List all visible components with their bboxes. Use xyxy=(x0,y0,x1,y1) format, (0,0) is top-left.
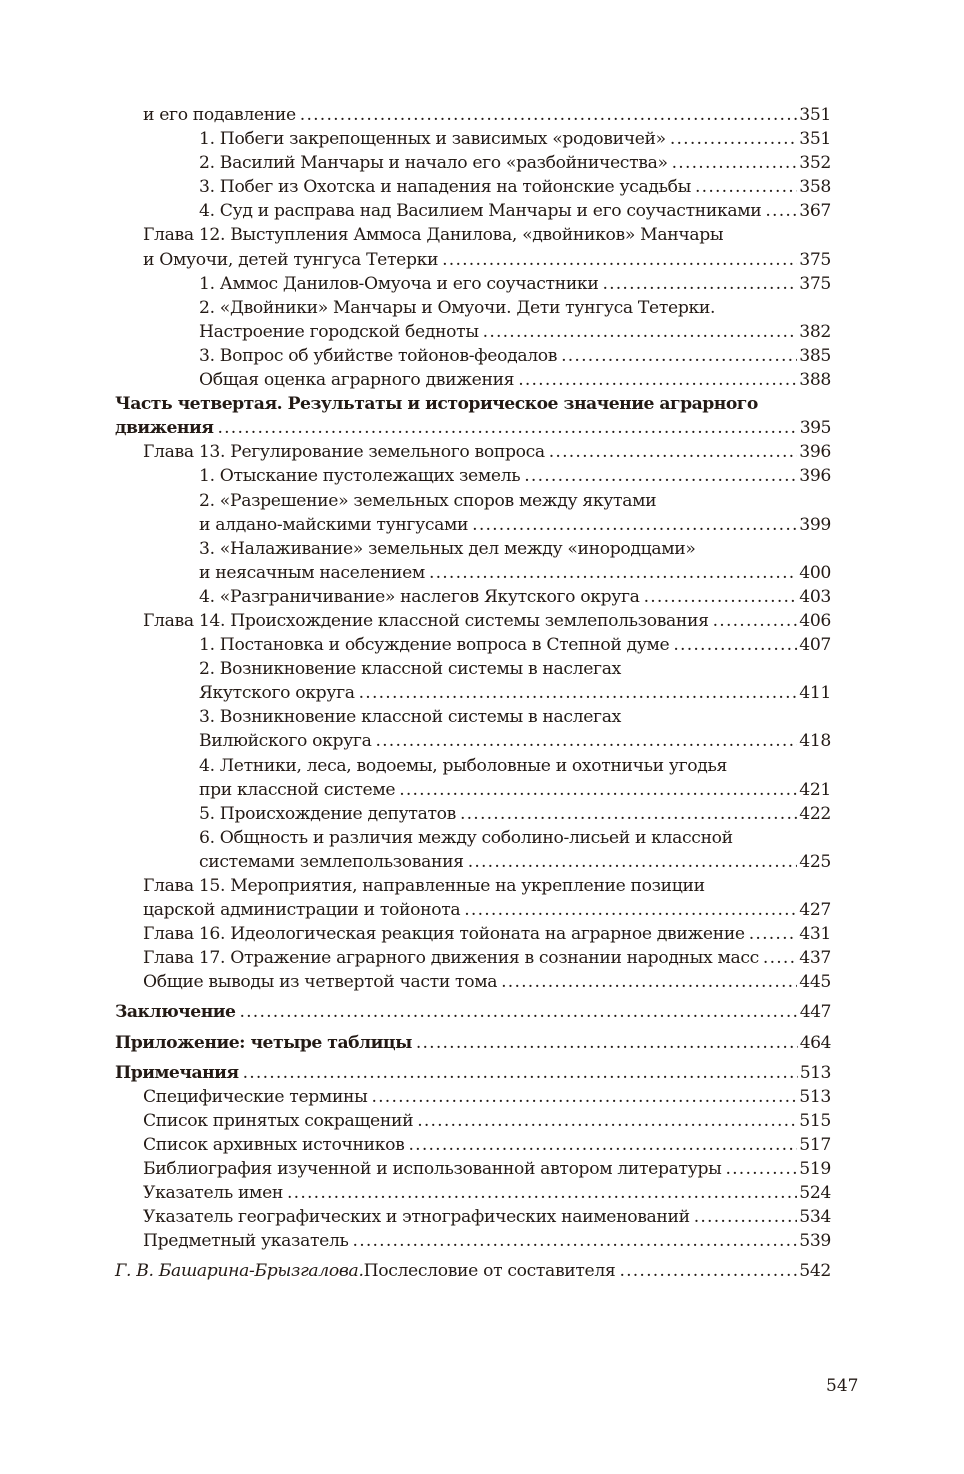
toc-title: 2. «Двойники» Манчары и Омуочи. Дети тунгуса Тетерки. xyxy=(199,297,716,318)
toc-line xyxy=(115,1061,831,1085)
dot-leader xyxy=(417,1109,797,1133)
toc-entry[interactable] xyxy=(143,922,831,946)
toc-line xyxy=(143,1229,831,1253)
toc-title: Настроение городской бедноты xyxy=(199,321,479,342)
toc-entry[interactable] xyxy=(143,1109,831,1133)
dot-leader xyxy=(300,103,797,127)
toc-entry-continuation[interactable] xyxy=(143,248,831,272)
toc-line xyxy=(143,970,831,994)
toc-entry[interactable] xyxy=(199,657,831,681)
dot-leader xyxy=(416,1031,798,1055)
toc-line xyxy=(199,464,831,488)
toc-title: царской администрации и тойонота xyxy=(143,900,461,921)
toc-page-number: 388 xyxy=(799,370,831,391)
toc-line xyxy=(199,633,831,657)
toc-title: 2. Василий Манчары и начало его «разбойничества» xyxy=(199,153,668,174)
toc-title: 4. Летники, леса, водоемы, рыболовные и охотничьи угодья xyxy=(199,755,728,776)
toc-page-number: 351 xyxy=(799,129,831,150)
toc-page-number: 351 xyxy=(799,105,831,125)
toc-line xyxy=(199,296,831,320)
dot-leader xyxy=(353,1229,798,1253)
toc-entry[interactable] xyxy=(199,585,831,609)
toc-line xyxy=(143,1181,831,1205)
toc-title: Глава 16. Идеологическая реакция тойоната на аграрное движение xyxy=(143,924,745,945)
toc-line xyxy=(199,657,831,681)
toc-line xyxy=(143,223,831,247)
dot-leader xyxy=(670,127,797,151)
toc-line xyxy=(199,681,831,705)
toc-entry-continuation[interactable] xyxy=(199,513,831,537)
dot-leader xyxy=(472,513,797,537)
dot-leader xyxy=(375,729,797,753)
toc-entry[interactable] xyxy=(199,151,831,175)
toc-line xyxy=(199,705,831,729)
toc-line xyxy=(199,127,831,151)
toc-page-number: 422 xyxy=(799,803,831,824)
toc-entry[interactable] xyxy=(143,1229,831,1253)
toc-page-number: 418 xyxy=(799,731,831,752)
toc-title: Примечания xyxy=(115,1062,239,1083)
toc-title: Предметный указатель xyxy=(143,1231,349,1252)
toc-title: системами землепользования xyxy=(199,851,464,872)
dot-leader xyxy=(399,778,797,802)
toc-page-number: 407 xyxy=(799,635,831,656)
toc-entry[interactable] xyxy=(143,609,831,633)
toc-line xyxy=(199,151,831,175)
dot-leader xyxy=(409,1133,798,1157)
toc-entry[interactable] xyxy=(199,344,831,368)
toc-entry[interactable] xyxy=(199,368,831,392)
toc-title: 3. Вопрос об убийстве тойонов-феодалов xyxy=(199,345,558,366)
dot-leader xyxy=(644,585,798,609)
toc-page-number: 519 xyxy=(799,1159,831,1180)
toc-entry-continuation[interactable] xyxy=(199,850,831,874)
toc-page-number: 399 xyxy=(799,514,831,535)
toc-page-number: 375 xyxy=(799,273,831,294)
toc-line xyxy=(143,922,831,946)
toc-line xyxy=(199,850,831,874)
page-number: 547 xyxy=(826,1376,859,1396)
toc-line xyxy=(143,1085,831,1109)
toc-line xyxy=(143,440,831,464)
toc-title: Часть четвертая. Результаты и историческое значение аграрного xyxy=(115,394,758,415)
toc-entry[interactable] xyxy=(143,1085,831,1109)
toc-title: и неясачным населением xyxy=(199,562,425,583)
toc-page-number: 367 xyxy=(799,201,831,222)
toc-line xyxy=(199,513,831,537)
toc-page-number: 542 xyxy=(799,1261,831,1282)
toc-entry-continuation[interactable] xyxy=(143,898,831,922)
toc-line xyxy=(115,1031,831,1055)
toc-page-number: 421 xyxy=(799,779,831,800)
dot-leader xyxy=(483,320,798,344)
toc-line xyxy=(199,199,831,223)
toc-title: Библиография изученной и использованной автором литературы xyxy=(143,1159,722,1180)
dot-leader xyxy=(602,272,797,296)
toc-entry-continuation[interactable] xyxy=(199,729,831,753)
dot-leader xyxy=(464,898,797,922)
toc-page-number: 396 xyxy=(799,466,831,487)
toc-entry[interactable] xyxy=(115,1031,831,1055)
toc-page-number: 400 xyxy=(799,562,831,583)
toc-entry-continuation[interactable] xyxy=(199,681,831,705)
toc-entry[interactable] xyxy=(199,175,831,199)
dot-leader xyxy=(371,1085,797,1109)
toc-title: Якутского округа xyxy=(199,683,355,704)
toc-title: Глава 12. Выступления Аммоса Данилова, «двойников» Манчары xyxy=(143,225,724,246)
dot-leader xyxy=(619,1259,797,1283)
toc-title: 2. «Разрешение» земельных споров между якутами xyxy=(199,490,657,511)
toc-entry[interactable] xyxy=(199,127,831,151)
dot-leader xyxy=(243,1061,798,1085)
dot-leader xyxy=(524,464,797,488)
toc-title: 1. Постановка и обсуждение вопроса в Степной думе xyxy=(199,635,670,656)
toc-title: Указатель географических и этнографических наименований xyxy=(143,1207,690,1228)
toc-title: и Омуочи, детей тунгуса Тетерки xyxy=(143,249,439,270)
toc-entry[interactable] xyxy=(199,199,831,223)
toc-page-number: 534 xyxy=(799,1207,831,1228)
toc-entry[interactable] xyxy=(199,754,831,778)
dot-leader xyxy=(239,1000,797,1024)
toc-line xyxy=(199,754,831,778)
toc-entry[interactable] xyxy=(115,1061,831,1085)
toc-line xyxy=(115,416,831,440)
table-of-contents xyxy=(115,103,831,1284)
toc-title: Заключение xyxy=(115,1002,236,1023)
dot-leader xyxy=(549,440,797,464)
dot-leader xyxy=(217,416,797,440)
toc-title: Послесловие от составителя xyxy=(363,1261,616,1282)
toc-title: 1. Отыскание пустолежащих земель xyxy=(199,466,521,487)
toc-title: 6. Общность и различия между соболино-лисьей и классной xyxy=(199,827,733,848)
toc-line xyxy=(199,344,831,368)
toc-entry[interactable] xyxy=(143,1133,831,1157)
toc-line xyxy=(199,320,831,344)
toc-page-number: 375 xyxy=(799,249,831,270)
toc-entry[interactable] xyxy=(199,826,831,850)
toc-page-number: 396 xyxy=(799,442,831,463)
toc-entry-continuation[interactable] xyxy=(115,416,831,440)
toc-line xyxy=(143,609,831,633)
toc-entry[interactable] xyxy=(115,392,831,416)
dot-leader xyxy=(429,561,797,585)
toc-line xyxy=(199,585,831,609)
toc-line xyxy=(199,729,831,753)
toc-page-number: 352 xyxy=(799,153,831,174)
toc-line xyxy=(199,778,831,802)
toc-line xyxy=(199,489,831,513)
toc-title: Вилюйского округа xyxy=(199,731,372,752)
toc-line xyxy=(143,1133,831,1157)
toc-page-number: 524 xyxy=(799,1183,831,1204)
toc-title: Глава 15. Мероприятия, направленные на укрепление позиции xyxy=(143,876,705,896)
toc-title: Глава 13. Регулирование земельного вопроса xyxy=(143,442,545,463)
toc-page-number: 358 xyxy=(799,177,831,198)
toc-title: Общая оценка аграрного движения xyxy=(199,370,515,391)
toc-author: Г. В. Башарина-Брызгалова. xyxy=(115,1261,364,1282)
toc-title: Приложение: четыре таблицы xyxy=(115,1032,412,1053)
toc-title: 1. Аммос Данилов-Омуоча и его соучастники xyxy=(199,273,599,294)
toc-title: Глава 17. Отражение аграрного движения в сознании народных масс xyxy=(143,948,759,969)
toc-line xyxy=(199,175,831,199)
toc-page-number: 382 xyxy=(799,321,831,342)
toc-page-number: 431 xyxy=(799,924,831,945)
toc-title: 3. Возникновение классной системы в наслегах xyxy=(199,707,621,728)
toc-line xyxy=(143,248,831,272)
toc-line xyxy=(199,802,831,826)
dot-leader xyxy=(518,368,797,392)
toc-entry[interactable] xyxy=(199,272,831,296)
toc-line xyxy=(115,392,831,416)
toc-title: Глава 14. Происхождение классной системы землепользования xyxy=(143,610,709,631)
toc-page-number: 539 xyxy=(799,1231,831,1252)
toc-title: 4. Суд и расправа над Василием Манчары и его соучастниками xyxy=(199,201,762,222)
dot-leader xyxy=(725,1157,797,1181)
dot-leader xyxy=(672,151,798,175)
toc-page-number: 406 xyxy=(799,610,831,631)
toc-line xyxy=(143,1109,831,1133)
toc-entry-continuation[interactable] xyxy=(199,778,831,802)
toc-line xyxy=(143,1205,831,1229)
dot-leader xyxy=(359,681,798,705)
toc-title: 2. Возникновение классной системы в наслегах xyxy=(199,659,621,680)
toc-page-number: 513 xyxy=(799,1086,831,1107)
toc-title: движения xyxy=(115,418,214,439)
toc-entry[interactable] xyxy=(199,705,831,729)
toc-entry[interactable] xyxy=(143,1205,831,1229)
toc-page-number: 515 xyxy=(799,1110,831,1131)
dot-leader xyxy=(460,802,797,826)
toc-line xyxy=(143,898,831,922)
toc-title: при классной системе xyxy=(199,779,396,800)
toc-entry[interactable] xyxy=(143,1157,831,1181)
toc-title: Список архивных источников xyxy=(143,1134,405,1155)
dot-leader xyxy=(673,633,797,657)
toc-page-number: 517 xyxy=(799,1134,831,1155)
dot-leader xyxy=(694,1205,798,1229)
toc-title: Указатель имен xyxy=(143,1183,284,1204)
dot-leader xyxy=(561,344,797,368)
dot-leader xyxy=(765,199,797,223)
dot-leader xyxy=(763,946,797,970)
toc-page-number: 464 xyxy=(799,1032,831,1053)
toc-line xyxy=(199,561,831,585)
toc-entry[interactable] xyxy=(143,440,831,464)
dot-leader xyxy=(501,970,797,994)
dot-leader xyxy=(287,1181,797,1205)
toc-entry[interactable] xyxy=(143,1181,831,1205)
toc-title: 3. Побег из Охотска и нападения на тойонские усадьбы xyxy=(199,177,691,198)
dot-leader xyxy=(749,922,797,946)
toc-entry[interactable] xyxy=(199,296,831,320)
toc-page-number: 425 xyxy=(799,851,831,872)
toc-line xyxy=(143,946,831,970)
toc-entry[interactable] xyxy=(115,1000,831,1024)
toc-entry[interactable] xyxy=(199,633,831,657)
toc-entry[interactable] xyxy=(199,537,831,561)
toc-title: и алдано-майскими тунгусами xyxy=(199,514,469,535)
dot-leader xyxy=(695,175,797,199)
toc-page-number: 513 xyxy=(799,1062,831,1083)
toc-line xyxy=(115,1000,831,1024)
toc-title: 4. «Разграничивание» наслегов Якутского округа xyxy=(199,586,640,607)
dot-leader xyxy=(442,248,797,272)
toc-page-number: 403 xyxy=(799,586,831,607)
dot-leader xyxy=(713,609,798,633)
toc-entry[interactable] xyxy=(143,970,831,994)
toc-title: 5. Происхождение депутатов xyxy=(199,803,456,824)
toc-line xyxy=(199,368,831,392)
toc-entry[interactable] xyxy=(115,1259,831,1283)
toc-entry[interactable] xyxy=(143,103,831,127)
toc-line xyxy=(115,1259,831,1283)
toc-title: 1. Побеги закрепощенных и зависимых «родовичей» xyxy=(199,129,666,150)
toc-line xyxy=(199,537,831,561)
toc-entry-continuation[interactable] xyxy=(199,320,831,344)
toc-title: 3. «Налаживание» земельных дел между «инородцами» xyxy=(199,538,696,559)
toc-entry[interactable] xyxy=(143,874,831,898)
toc-line xyxy=(199,272,831,296)
toc-page-number: 411 xyxy=(799,683,831,704)
toc-page-number: 437 xyxy=(799,948,831,969)
toc-line xyxy=(143,874,831,898)
toc-line xyxy=(199,826,831,850)
toc-title: и его подавление xyxy=(143,105,296,125)
toc-entry[interactable] xyxy=(199,802,831,826)
toc-entry[interactable] xyxy=(143,946,831,970)
toc-page-number: 395 xyxy=(799,418,831,439)
toc-page-number: 427 xyxy=(799,900,831,921)
toc-line xyxy=(143,103,831,127)
toc-title: Специфические термины xyxy=(143,1086,368,1107)
toc-title: Список принятых сокращений xyxy=(143,1110,414,1131)
toc-page-number: 385 xyxy=(799,345,831,366)
toc-entry[interactable] xyxy=(199,464,831,488)
toc-title: Общие выводы из четвертой части тома xyxy=(143,972,498,993)
toc-line xyxy=(143,1157,831,1181)
dot-leader xyxy=(468,850,798,874)
toc-entry-continuation[interactable] xyxy=(199,561,831,585)
toc-entry[interactable] xyxy=(199,489,831,513)
toc-page-number: 447 xyxy=(799,1002,831,1023)
toc-page-number: 445 xyxy=(799,972,831,993)
toc-entry[interactable] xyxy=(143,223,831,247)
